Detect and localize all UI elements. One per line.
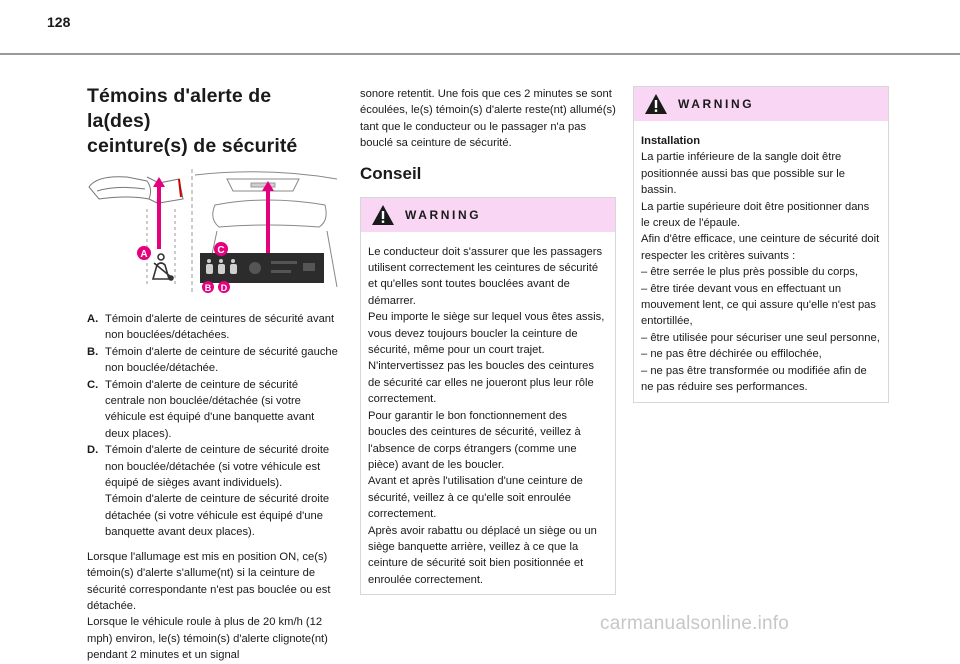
section-title-line1: Témoins d'alerte de la(des) bbox=[87, 85, 272, 132]
warning-subtitle: Installation bbox=[641, 135, 701, 147]
definition-text: Témoin d'alerte de ceinture de sécurité centrale non bouclée/détachée (si votre véhicule est équipé d'une banquette avant deux places). bbox=[105, 378, 315, 440]
seatbelt-indicator-panel bbox=[200, 253, 324, 283]
section-title-line2: ceinture(s) de sécurité bbox=[87, 135, 298, 157]
callout-c-label: C bbox=[217, 245, 225, 256]
warning-body bbox=[634, 121, 888, 402]
warning-triangle-icon bbox=[644, 93, 668, 115]
definition-key: D. bbox=[87, 444, 99, 457]
warning-body-text: La partie inférieure de la sangle doit être positionnée aussi bas que possible sur le bassin. La partie supérieure doit être positionner dans le creux de l'épaule. Afin d'être efficace, une ceinture de sécurité doit respecter les critères suivants : – être serrée le plus près possible du corps, – être tirée devant vous en effectuant un mouvement lent, ce qui assure qu'elle n'est pas entortillée, – être utilisée pour sécuriser une seul personne, – ne pas être déchirée ou effilochée, – ne pas être transformée ou modifiée afin de ne pas réduire ses performances. bbox=[641, 151, 880, 394]
warning-box-1 bbox=[360, 197, 616, 596]
definition-item bbox=[87, 377, 339, 443]
column-left bbox=[87, 84, 339, 664]
warning-box-2 bbox=[633, 86, 889, 403]
definition-text: Témoin d'alerte de ceinture de sécurité droite non bouclée/détachée (si votre véhicule est équipé de sièges avant individuels). Témoin d'alerte de ceinture de sécurité droite détachée (si votre véhicule est équipé d'une banquette avant deux places). bbox=[105, 444, 330, 539]
callout-b-label: B bbox=[204, 283, 212, 293]
body-paragraph-middle: sonore retentit. Une fois que ces 2 minutes se sont écoulées, le(s) témoin(s) d'alerte reste(nt) allumé(s) tant que le conducteur ou le passager n'a pas bouclé sa ceinture de sécurité. bbox=[360, 88, 616, 150]
definition-key: C. bbox=[87, 378, 99, 391]
warning-triangle-icon bbox=[371, 204, 395, 226]
dashboard-illustration bbox=[87, 169, 339, 293]
definition-item bbox=[87, 311, 339, 344]
definition-text: Témoin d'alerte de ceintures de sécurité avant non bouclées/détachées. bbox=[105, 313, 335, 342]
warning-header bbox=[361, 198, 615, 232]
callout-a-label: A bbox=[140, 249, 148, 260]
warning-body: Le conducteur doit s'assurer que les passagers utilisent correctement les ceintures de sécurité et qu'elles sont toutes bouclées avant de démarrer. Peu importe le siège sur lequel vous êtes assis, vous devez toujours boucler la ceinture de sécurité, même pour un court trajet. N'intervertissez pas les boucles des ceintures de sécurité car elles ne joueront plus leur rôle correctement. Pour garantir le bon fonctionnement des boucles des ceintures de sécurité, veillez à l'absence de corps étrangers (comme une pièce) avant de les boucler. Avant et après l'utilisation d'une ceinture de sécurité, veillez à ce qu'elle soit enroulée correctement. Après avoir rabattu ou déplacé un siège ou un siège banquette arrière, veillez à ce que la ceinture de sécurité soit bien positionnée et enroulée correctement. bbox=[368, 245, 605, 586]
column-right bbox=[633, 86, 889, 403]
definition-list bbox=[87, 311, 339, 541]
callout-d-label: D bbox=[220, 283, 228, 293]
definition-item bbox=[87, 344, 339, 377]
instrument-cluster-drawing bbox=[89, 177, 183, 287]
definition-key: B. bbox=[87, 345, 99, 358]
definition-text: Témoin d'alerte de ceinture de sécurité gauche non bouclée/détachée. bbox=[105, 345, 338, 375]
watermark: carmanualsonline.info bbox=[600, 613, 790, 634]
pointer-a bbox=[153, 177, 165, 249]
warning-title: WARNING bbox=[405, 207, 482, 222]
header-divider bbox=[0, 53, 960, 55]
body-paragraph-left: Lorsque l'allumage est mis en position ON, ce(s) témoin(s) d'alerte s'allume(nt) si la ceinture de sécurité correspondante n'est pas bouclée ou est détachée. Lorsque le véhicule roule à plus de 20 km/h (12 mph) environ, le(s) témoin(s) d'alerte clignote(nt) pendant 2 minutes et un signal bbox=[87, 550, 331, 662]
conseil-heading: Conseil bbox=[360, 163, 422, 183]
warning-title: WARNING bbox=[678, 97, 755, 111]
seatbelt-warning-illustration bbox=[87, 169, 339, 293]
warning-header bbox=[634, 87, 888, 121]
seatbelt-icon bbox=[153, 254, 173, 280]
pointer-c bbox=[262, 181, 274, 263]
page-number: 128 bbox=[47, 14, 71, 30]
section-title bbox=[87, 84, 339, 159]
column-middle bbox=[360, 86, 616, 595]
definition-item bbox=[87, 442, 339, 540]
definition-key: A. bbox=[87, 313, 99, 325]
